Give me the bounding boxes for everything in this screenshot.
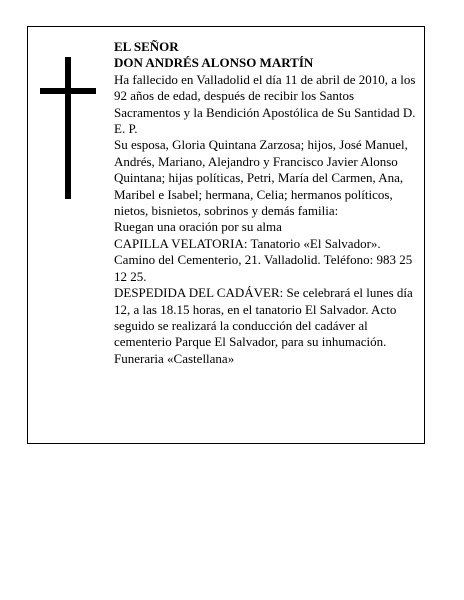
obituary-text	[114, 39, 420, 367]
death-announcement: Ha fallecido en Valladolid el día 11 de abril de 2010, a los 92 años de edad, después de recibir los Santos Sacramentos y la Bendición Apostólica de Su Santidad D. E. P.	[114, 71, 416, 137]
deceased-name: DON ANDRÉS ALONSO MARTÍN	[114, 55, 314, 71]
funeral-dispatch-info: DESPEDIDA DEL CADÁVER: Se celebrará el lunes día 12, a las 18.15 horas, en el tanatorio El Salvador. Acto seguido se realizará la conducción del cadáver al cementerio Parque El Salvador, para su inhumación.	[114, 285, 413, 350]
latin-cross-icon	[40, 57, 96, 199]
cross-horizontal-bar	[40, 88, 96, 94]
family-list: Su esposa, Gloria Quintana Zarzosa; hijos, José Manuel, Andrés, Mariano, Alejandro y Francisco Javier Alonso Quintana; hijas políticas, Petri, María del Carmen, Ana, Maribel e Isabel; hermana, Celia; hermanos políticos, nietos, bisnietos, sobrinos y demás familia:	[114, 137, 408, 219]
cross-vertical-bar	[65, 57, 71, 199]
prayer-request: Ruegan una oración por su alma	[114, 219, 282, 235]
wake-chapel-info: CAPILLA VELATORIA: Tanatorio «El Salvador». Camino del Cementerio, 21. Valladolid. Teléfono: 983 25 12 25.	[114, 235, 413, 284]
obituary-notice	[27, 26, 425, 444]
funeral-home: Funeraria «Castellana»	[114, 350, 235, 366]
deceased-title: EL SEÑOR	[114, 39, 179, 54]
